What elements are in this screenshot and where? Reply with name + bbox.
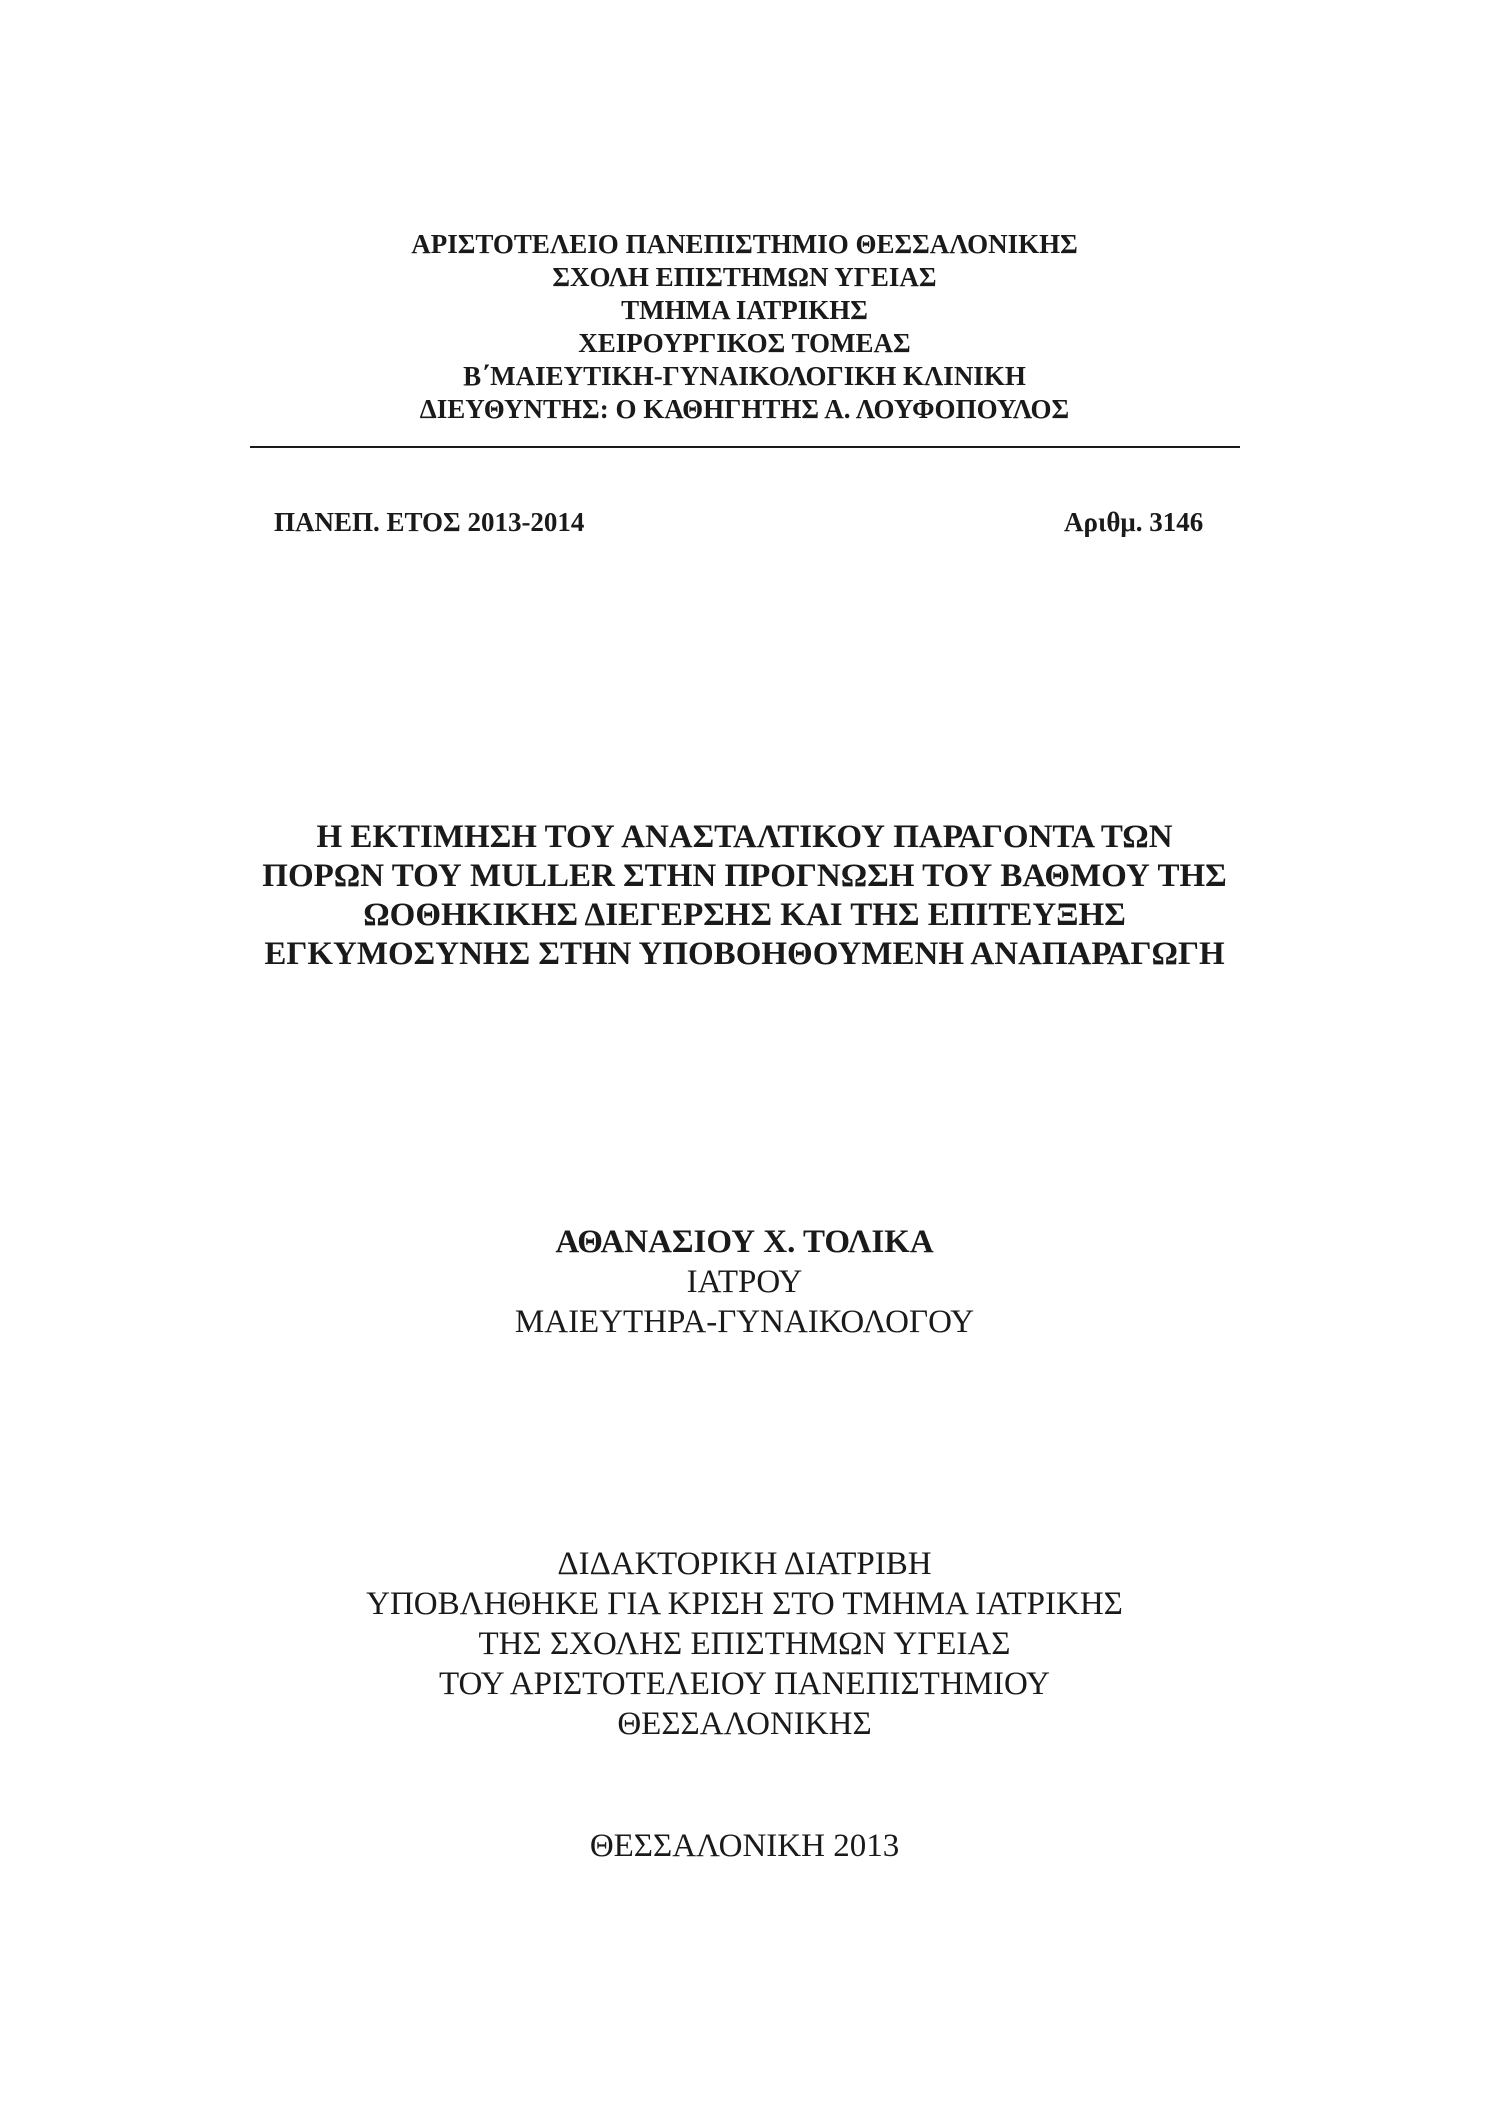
director-line: ΔΙΕΥΘΥΝΤΗΣ: Ο ΚΑΘΗΓΗΤΗΣ Α. ΛΟΥΦΟΠΟΥΛΟΣ [419, 394, 1070, 424]
clinic-name: Β΄ΜΑΙΕΥΤΙΚΗ-ΓΥΝΑΙΚΟΛΟΓΙΚΗ ΚΛΙΝΙΚΗ [463, 361, 1026, 391]
title-line: ΕΓΚΥΜΟΣΥΝΗΣ ΣΤΗΝ ΥΠΟΒΟΗΘΟΥΜΕΝΗ ΑΝΑΠΑΡΑΓΩΓΗ [264, 936, 1225, 972]
sector-name: ΧΕΙΡΟΥΡΓΙΚΟΣ ΤΟΜΕΑΣ [578, 328, 911, 358]
thesis-line: ΤΗΣ ΣΧΟΛΗΣ ΕΠΙΣΤΗΜΩΝ ΥΓΕΙΑΣ [478, 1626, 1011, 1662]
school-name: ΣΧΟΛΗ ΕΠΙΣΤΗΜΩΝ ΥΓΕΙΑΣ [552, 262, 937, 292]
author-name: ΑΘΑΝΑΣΙΟΥ Χ. ΤΟΛΙΚΑ [555, 1224, 934, 1260]
document-number: Αριθμ. 3146 [1064, 507, 1204, 537]
thesis-line: ΘΕΣΣΑΛΟΝΙΚΗΣ [617, 1706, 872, 1742]
author-role-line: ΙΑΤΡΟΥ [686, 1264, 803, 1300]
author-role-line: ΜΑΙΕΥΤΗΡΑ-ΓΥΝΑΙΚΟΛΟΓΟΥ [514, 1304, 975, 1340]
title-line: Η ΕΚΤΙΜΗΣΗ ΤΟΥ ΑΝΑΣΤΑΛΤΙΚΟΥ ΠΑΡΑΓΟΝΤΑ ΤΩΝ [316, 819, 1173, 855]
academic-year: ΠΑΝΕΠ. ΕΤΟΣ 2013-2014 [274, 507, 585, 537]
institution-header [0, 228, 1489, 426]
place-year: ΘΕΣΣΑΛΟΝΙΚΗ 2013 [589, 1828, 900, 1864]
thesis-statement [0, 1544, 1489, 1744]
thesis-line: ΥΠΟΒΛΗΘΗΚΕ ΓΙΑ ΚΡΙΣΗ ΣΤΟ ΤΜΗΜΑ ΙΑΤΡΙΚΗΣ [366, 1586, 1123, 1622]
thesis-line: ΔΙΔΑΚΤΟΡΙΚΗ ΔΙΑΤΡΙΒΗ [557, 1546, 932, 1582]
title-line: ΩΟΘΗΚΙΚΗΣ ΔΙΕΓΕΡΣΗΣ ΚΑΙ ΤΗΣ ΕΠΙΤΕΥΞΗΣ [363, 897, 1126, 933]
title-line: ΠΟΡΩΝ ΤΟΥ MULLER ΣΤΗΝ ΠΡΟΓΝΩΣΗ ΤΟΥ ΒΑΘΜΟΥ ΤΗΣ [262, 858, 1227, 894]
thesis-line: ΤΟΥ ΑΡΙΣΤΟΤΕΛΕΙΟΥ ΠΑΝΕΠΙΣΤΗΜΙΟΥ [438, 1666, 1050, 1702]
university-name: ΑΡΙΣΤΟΤΕΛΕΙΟ ΠΑΝΕΠΙΣΤΗΜΙΟ ΘΕΣΣΑΛΟΝΙΚΗΣ [411, 229, 1078, 259]
thesis-title [0, 818, 1489, 974]
department-name: ΤΜΗΜΑ ΙΑΤΡΙΚΗΣ [621, 295, 868, 325]
header-divider [250, 446, 1240, 448]
author-role [0, 1262, 1489, 1342]
